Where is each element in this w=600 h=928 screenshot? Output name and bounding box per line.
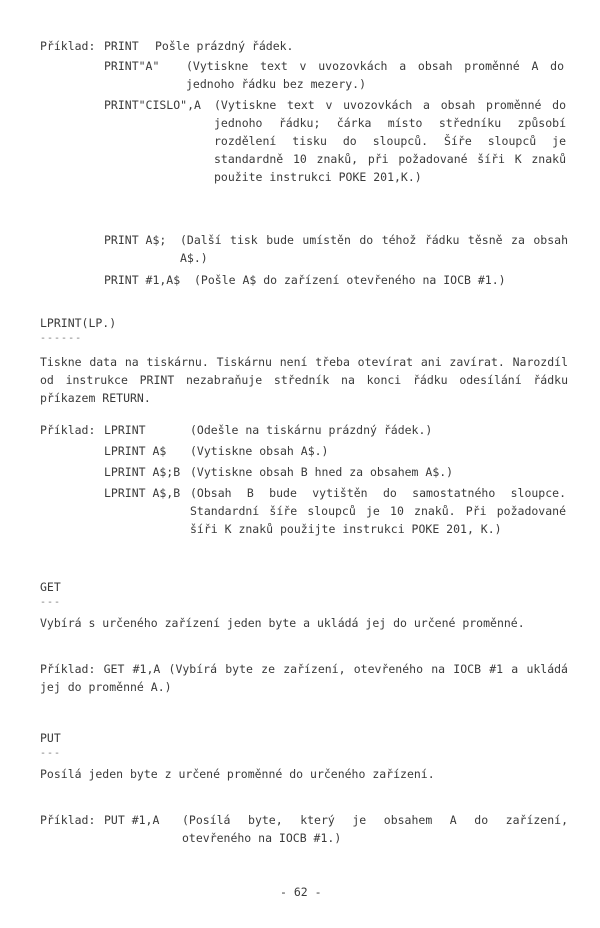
top-example-desc-4: (Další tisk bude umístěn do téhož řádku těsně za obsah A$.) (180, 233, 568, 265)
lprint-example-desc-1: (Odešle na tiskárnu prázdný řádek.) (190, 423, 433, 437)
lprint-example-cmd-4: LPRINT A$,B (104, 486, 181, 500)
lprint-example-desc-3: (Vytiskne obsah B hned za obsahem A$.) (190, 465, 454, 479)
lprint-example-desc-2: (Vytiskne obsah A$.) (190, 444, 329, 458)
lprint-example-cmd-2: LPRINT A$ (104, 444, 167, 458)
top-example-desc-5: (Pošle A$ do zařízení otevřeného na IOCB #1.) (194, 273, 506, 287)
top-example-cmd-5: PRINT #1,A$ (104, 273, 181, 287)
put-example-desc: (Posílá byte, který je obsahem A do zařízení, otevřeného na IOCB #1.) (182, 813, 568, 845)
top-example-cmd-1: PRINT (104, 39, 139, 53)
top-example-cmd-2: PRINT"A" (104, 59, 160, 73)
lprint-example-desc-4: (Obsah B bude vytištěn do samostatného sloupce. Standardní šíře sloupců je 10 znaků. Při požadované šíři K znaků použijte instrukci POKE 201, K.) (190, 486, 566, 536)
lprint-heading: LPRINT(LP.) (40, 316, 117, 330)
top-example-label: Příklad: (40, 39, 96, 53)
top-example-desc-3: (Vytiskne text v uvozovkách a obsah proměnné do jednoho řádku; čárka místo středníku způsobí rozdělení tisku do sloupců. Šíře sloupců je standardně 10 znaků, při požadované šíři K znaků použite instrukci POKE 201,K.) (214, 98, 566, 184)
top-example-desc-2: (Vytiskne text v uvozovkách a obsah proměnné A do jednoho řádku bez mezery.) (186, 59, 564, 91)
top-example-desc-1: Pošle prázdný řádek. (155, 39, 294, 53)
get-body: Vybírá s určeného zařízení jeden byte a ukládá jej do určené proměnné. (40, 616, 525, 630)
get-example: Příklad: GET #1,A (Vybírá byte ze zařízení, otevřeného na IOCB #1 a ukládá jej do proměnné A.) (40, 662, 568, 694)
top-example-cmd-4: PRINT A$; (104, 233, 167, 247)
lprint-underline: ------ (40, 333, 83, 344)
lprint-example-cmd-1: LPRINT (104, 423, 146, 437)
lprint-example-cmd-3: LPRINT A$;B (104, 465, 181, 479)
put-underline: --- (40, 748, 62, 759)
put-heading: PUT (40, 731, 61, 745)
get-underline: --- (40, 597, 62, 608)
put-example-label: Příklad: (40, 813, 96, 827)
lprint-body: Tiskne data na tiskárnu. Tiskárnu není třeba otevírat ani zavírat. Narozdíl od instrukce PRINT nezabraňuje středník na konci řádku odesílání řádku příkazem RETURN. (40, 355, 568, 405)
get-heading: GET (40, 580, 61, 594)
put-body: Posílá jeden byte z určené proměnné do určeného zařízení. (40, 767, 435, 781)
top-example-cmd-3: PRINT"CISLO",A (104, 98, 201, 112)
put-example-cmd: PUT #1,A (104, 813, 160, 827)
lprint-example-label: Příklad: (40, 423, 96, 437)
page-number: - 62 - (280, 885, 322, 899)
